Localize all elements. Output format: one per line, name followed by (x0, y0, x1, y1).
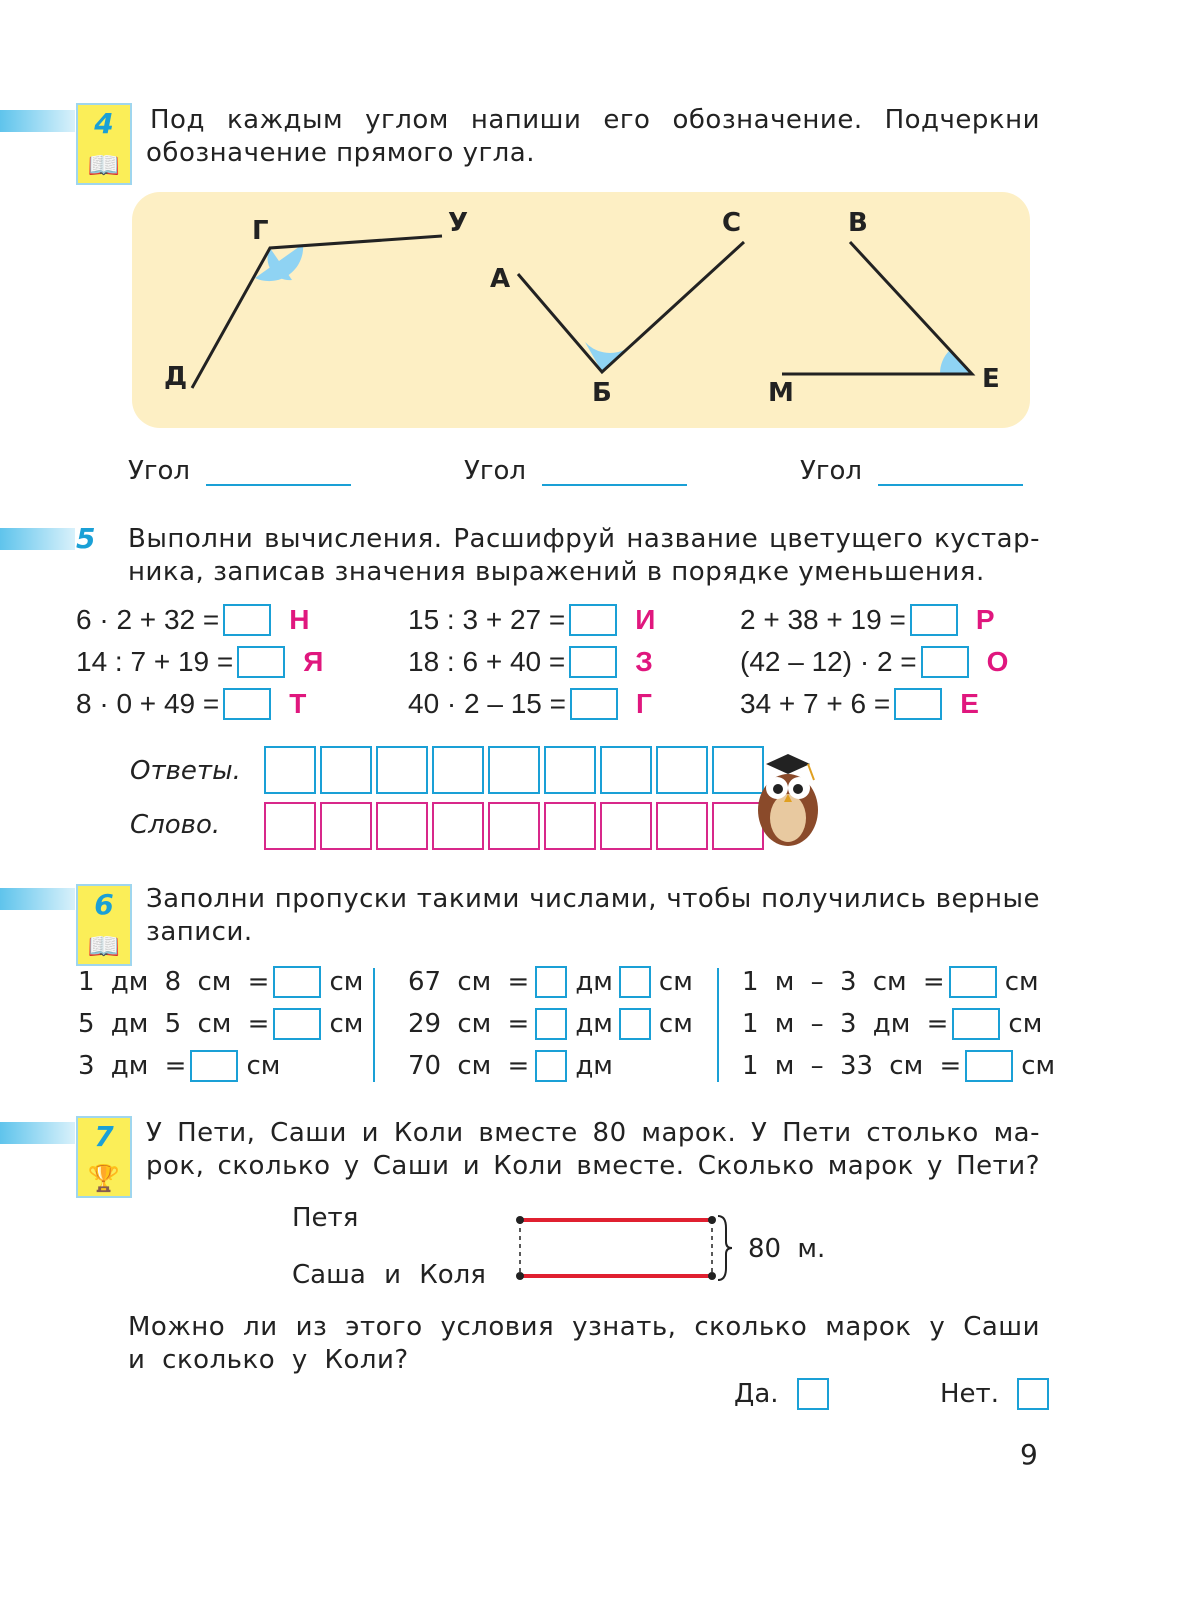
task-number: 7 (94, 1120, 114, 1153)
answer-box[interactable] (921, 646, 969, 678)
conversion-row (408, 1050, 613, 1082)
unit-label: см (1004, 967, 1039, 997)
segment-diagram (510, 1208, 740, 1288)
yes-label: Да. (734, 1379, 779, 1409)
task-stripe (0, 888, 75, 910)
word-grid (264, 802, 768, 850)
cipher-letter: Н (289, 604, 310, 635)
no-option (940, 1378, 1057, 1410)
book-icon: 📖 (87, 932, 121, 962)
conversion-text: 3 дм = (78, 1051, 187, 1081)
book-icon: 📖 (87, 151, 121, 181)
expression-text: 6 · 2 + 32 = (76, 604, 220, 635)
unit-label: см (329, 967, 364, 997)
conversion-text: 67 см = (408, 967, 530, 997)
conversion-row (78, 1050, 280, 1082)
conversion-row (742, 1008, 1042, 1040)
word-label: Слово. (130, 810, 221, 840)
unit-label: дм (575, 967, 613, 997)
no-checkbox[interactable] (1017, 1378, 1049, 1410)
answer-box[interactable] (619, 966, 651, 998)
point-label: В (848, 208, 868, 238)
expression-row (408, 688, 652, 720)
task-text: Под каждым углом напиши его обозначение. Подчеркни (150, 105, 1040, 135)
answer-line[interactable] (206, 464, 351, 486)
total-label: 80 м. (748, 1234, 826, 1264)
unit-label: см (246, 1051, 281, 1081)
angle-answer-3 (800, 456, 1023, 486)
expression-row (76, 604, 309, 636)
word-cell[interactable] (544, 802, 596, 850)
conversion-row (78, 1008, 363, 1040)
conversion-row (742, 1050, 1055, 1082)
answer-cell[interactable] (544, 746, 596, 794)
unit-label: см (658, 967, 693, 997)
word-cell[interactable] (488, 802, 540, 850)
point-label: С (722, 208, 742, 238)
word-cell[interactable] (656, 802, 708, 850)
conversion-text: 1 м – 33 см = (742, 1051, 962, 1081)
yes-option (734, 1378, 837, 1410)
unit-label: см (1021, 1051, 1056, 1081)
word-cell[interactable] (264, 802, 316, 850)
petya-label: Петя (292, 1203, 359, 1233)
point-label: У (448, 208, 469, 238)
answer-line[interactable] (542, 464, 687, 486)
word-cell[interactable] (432, 802, 484, 850)
angle-answer-2 (464, 456, 687, 486)
expression-row (740, 646, 1008, 678)
column-divider (717, 968, 719, 1082)
expression-row (408, 646, 653, 678)
task-text: обозначение прямого угла. (146, 138, 535, 168)
task-stripe (0, 110, 75, 132)
expression-text: 8 · 0 + 49 = (76, 688, 220, 719)
answer-box[interactable] (273, 966, 321, 998)
cipher-letter: Т (289, 688, 307, 719)
expression-text: 15 : 3 + 27 = (408, 604, 566, 635)
answer-box[interactable] (949, 966, 997, 998)
trophy-icon: 🏆 (87, 1164, 121, 1194)
point-label: Г (252, 216, 269, 246)
answer-box[interactable] (535, 1050, 567, 1082)
word-cell[interactable] (376, 802, 428, 850)
task-text: Заполни пропуски такими числами, чтобы получились верные (146, 884, 1040, 914)
task-text: ника, записав значения выражений в порядке уменьшения. (128, 557, 985, 587)
answer-box[interactable] (965, 1050, 1013, 1082)
expression-text: 40 · 2 – 15 = (408, 688, 567, 719)
expression-row (740, 688, 979, 720)
expression-text: 2 + 38 + 19 = (740, 604, 906, 635)
unit-label: дм (575, 1009, 613, 1039)
answers-label: Ответы. (130, 756, 241, 786)
cipher-letter: Я (303, 646, 324, 677)
expression-text: 18 : 6 + 40 = (408, 646, 566, 677)
task-stripe (0, 1122, 75, 1144)
answer-box[interactable] (910, 604, 958, 636)
task-7-badge (76, 1116, 132, 1198)
yes-checkbox[interactable] (797, 1378, 829, 1410)
angle-label: Угол (128, 456, 191, 486)
angle-label: Угол (800, 456, 863, 486)
question-text: и сколько у Коли? (128, 1345, 409, 1375)
word-cell[interactable] (600, 802, 652, 850)
answer-box[interactable] (535, 966, 567, 998)
expression-row (76, 688, 306, 720)
answer-box[interactable] (223, 604, 271, 636)
answers-grid (264, 746, 768, 794)
conversion-text: 1 м – 3 дм = (742, 1009, 949, 1039)
conversion-text: 1 дм 8 см = (78, 967, 270, 997)
cipher-letter: Р (975, 604, 995, 635)
task-number: 5 (76, 522, 96, 555)
answer-box[interactable] (237, 646, 285, 678)
word-cell[interactable] (320, 802, 372, 850)
conversion-text: 29 см = (408, 1009, 530, 1039)
answer-cell[interactable] (264, 746, 316, 794)
question-text: Можно ли из этого условия узнать, сколько марок у Саши (128, 1312, 1040, 1342)
conversion-row (742, 966, 1039, 998)
sasha-kolya-label: Саша и Коля (292, 1260, 486, 1290)
answer-box[interactable] (223, 688, 271, 720)
point-label: Е (982, 364, 1000, 394)
unit-label: см (329, 1009, 364, 1039)
answer-box[interactable] (273, 1008, 321, 1040)
angle-answer-1 (128, 456, 351, 486)
point-label: М (768, 378, 794, 408)
point-label: Б (592, 378, 612, 408)
task-text: У Пети, Саши и Коли вместе 80 марок. У Пети столько ма- (146, 1118, 1040, 1148)
answer-box[interactable] (570, 688, 618, 720)
expression-text: 34 + 7 + 6 = (740, 688, 891, 719)
answer-line[interactable] (878, 464, 1023, 486)
angle-label: Угол (464, 456, 527, 486)
conversion-row (408, 966, 693, 998)
conversion-row (78, 966, 363, 998)
answer-box[interactable] (894, 688, 942, 720)
cipher-letter: И (635, 604, 656, 635)
conversion-text: 70 см = (408, 1051, 530, 1081)
point-label: А (490, 264, 511, 294)
expression-text: (42 – 12) · 2 = (740, 646, 917, 677)
no-label: Нет. (940, 1379, 999, 1409)
answer-cell[interactable] (656, 746, 708, 794)
answer-box[interactable] (190, 1050, 238, 1082)
task-4-badge (76, 103, 132, 185)
answer-cell[interactable] (376, 746, 428, 794)
cipher-letter: Г (636, 688, 652, 719)
unit-label: см (1008, 1009, 1043, 1039)
task-stripe (0, 528, 75, 550)
answer-cell[interactable] (488, 746, 540, 794)
expression-row (408, 604, 655, 636)
angles-figure (132, 192, 1030, 428)
point-label: Д (164, 362, 188, 392)
task-text: Выполни вычисления. Расшифруй название цветущего кустар- (128, 524, 1040, 554)
conversion-text: 1 м – 3 см = (742, 967, 945, 997)
expression-row (76, 646, 323, 678)
task-6-badge (76, 884, 132, 966)
answer-cell[interactable] (600, 746, 652, 794)
answer-box[interactable] (569, 646, 617, 678)
task-text: записи. (146, 917, 253, 947)
cipher-letter: О (986, 646, 1009, 677)
cipher-letter: З (635, 646, 653, 677)
unit-label: см (658, 1009, 693, 1039)
answer-box[interactable] (619, 1008, 651, 1040)
conversion-row (408, 1008, 693, 1040)
unit-label: дм (575, 1051, 613, 1081)
answer-box[interactable] (952, 1008, 1000, 1040)
task-number: 6 (94, 888, 114, 921)
task-text: рок, сколько у Саши и Коли вместе. Сколько марок у Пети? (146, 1151, 1040, 1181)
conversion-text: 5 дм 5 см = (78, 1009, 270, 1039)
column-divider (373, 968, 375, 1082)
answer-box[interactable] (535, 1008, 567, 1040)
page-number: 9 (1020, 1438, 1038, 1471)
answer-cell[interactable] (320, 746, 372, 794)
answer-box[interactable] (569, 604, 617, 636)
expression-text: 14 : 7 + 19 = (76, 646, 234, 677)
expression-row (740, 604, 995, 636)
answer-cell[interactable] (432, 746, 484, 794)
owl-illustration (746, 748, 832, 852)
cipher-letter: Е (960, 688, 979, 719)
task-number: 4 (94, 107, 114, 140)
